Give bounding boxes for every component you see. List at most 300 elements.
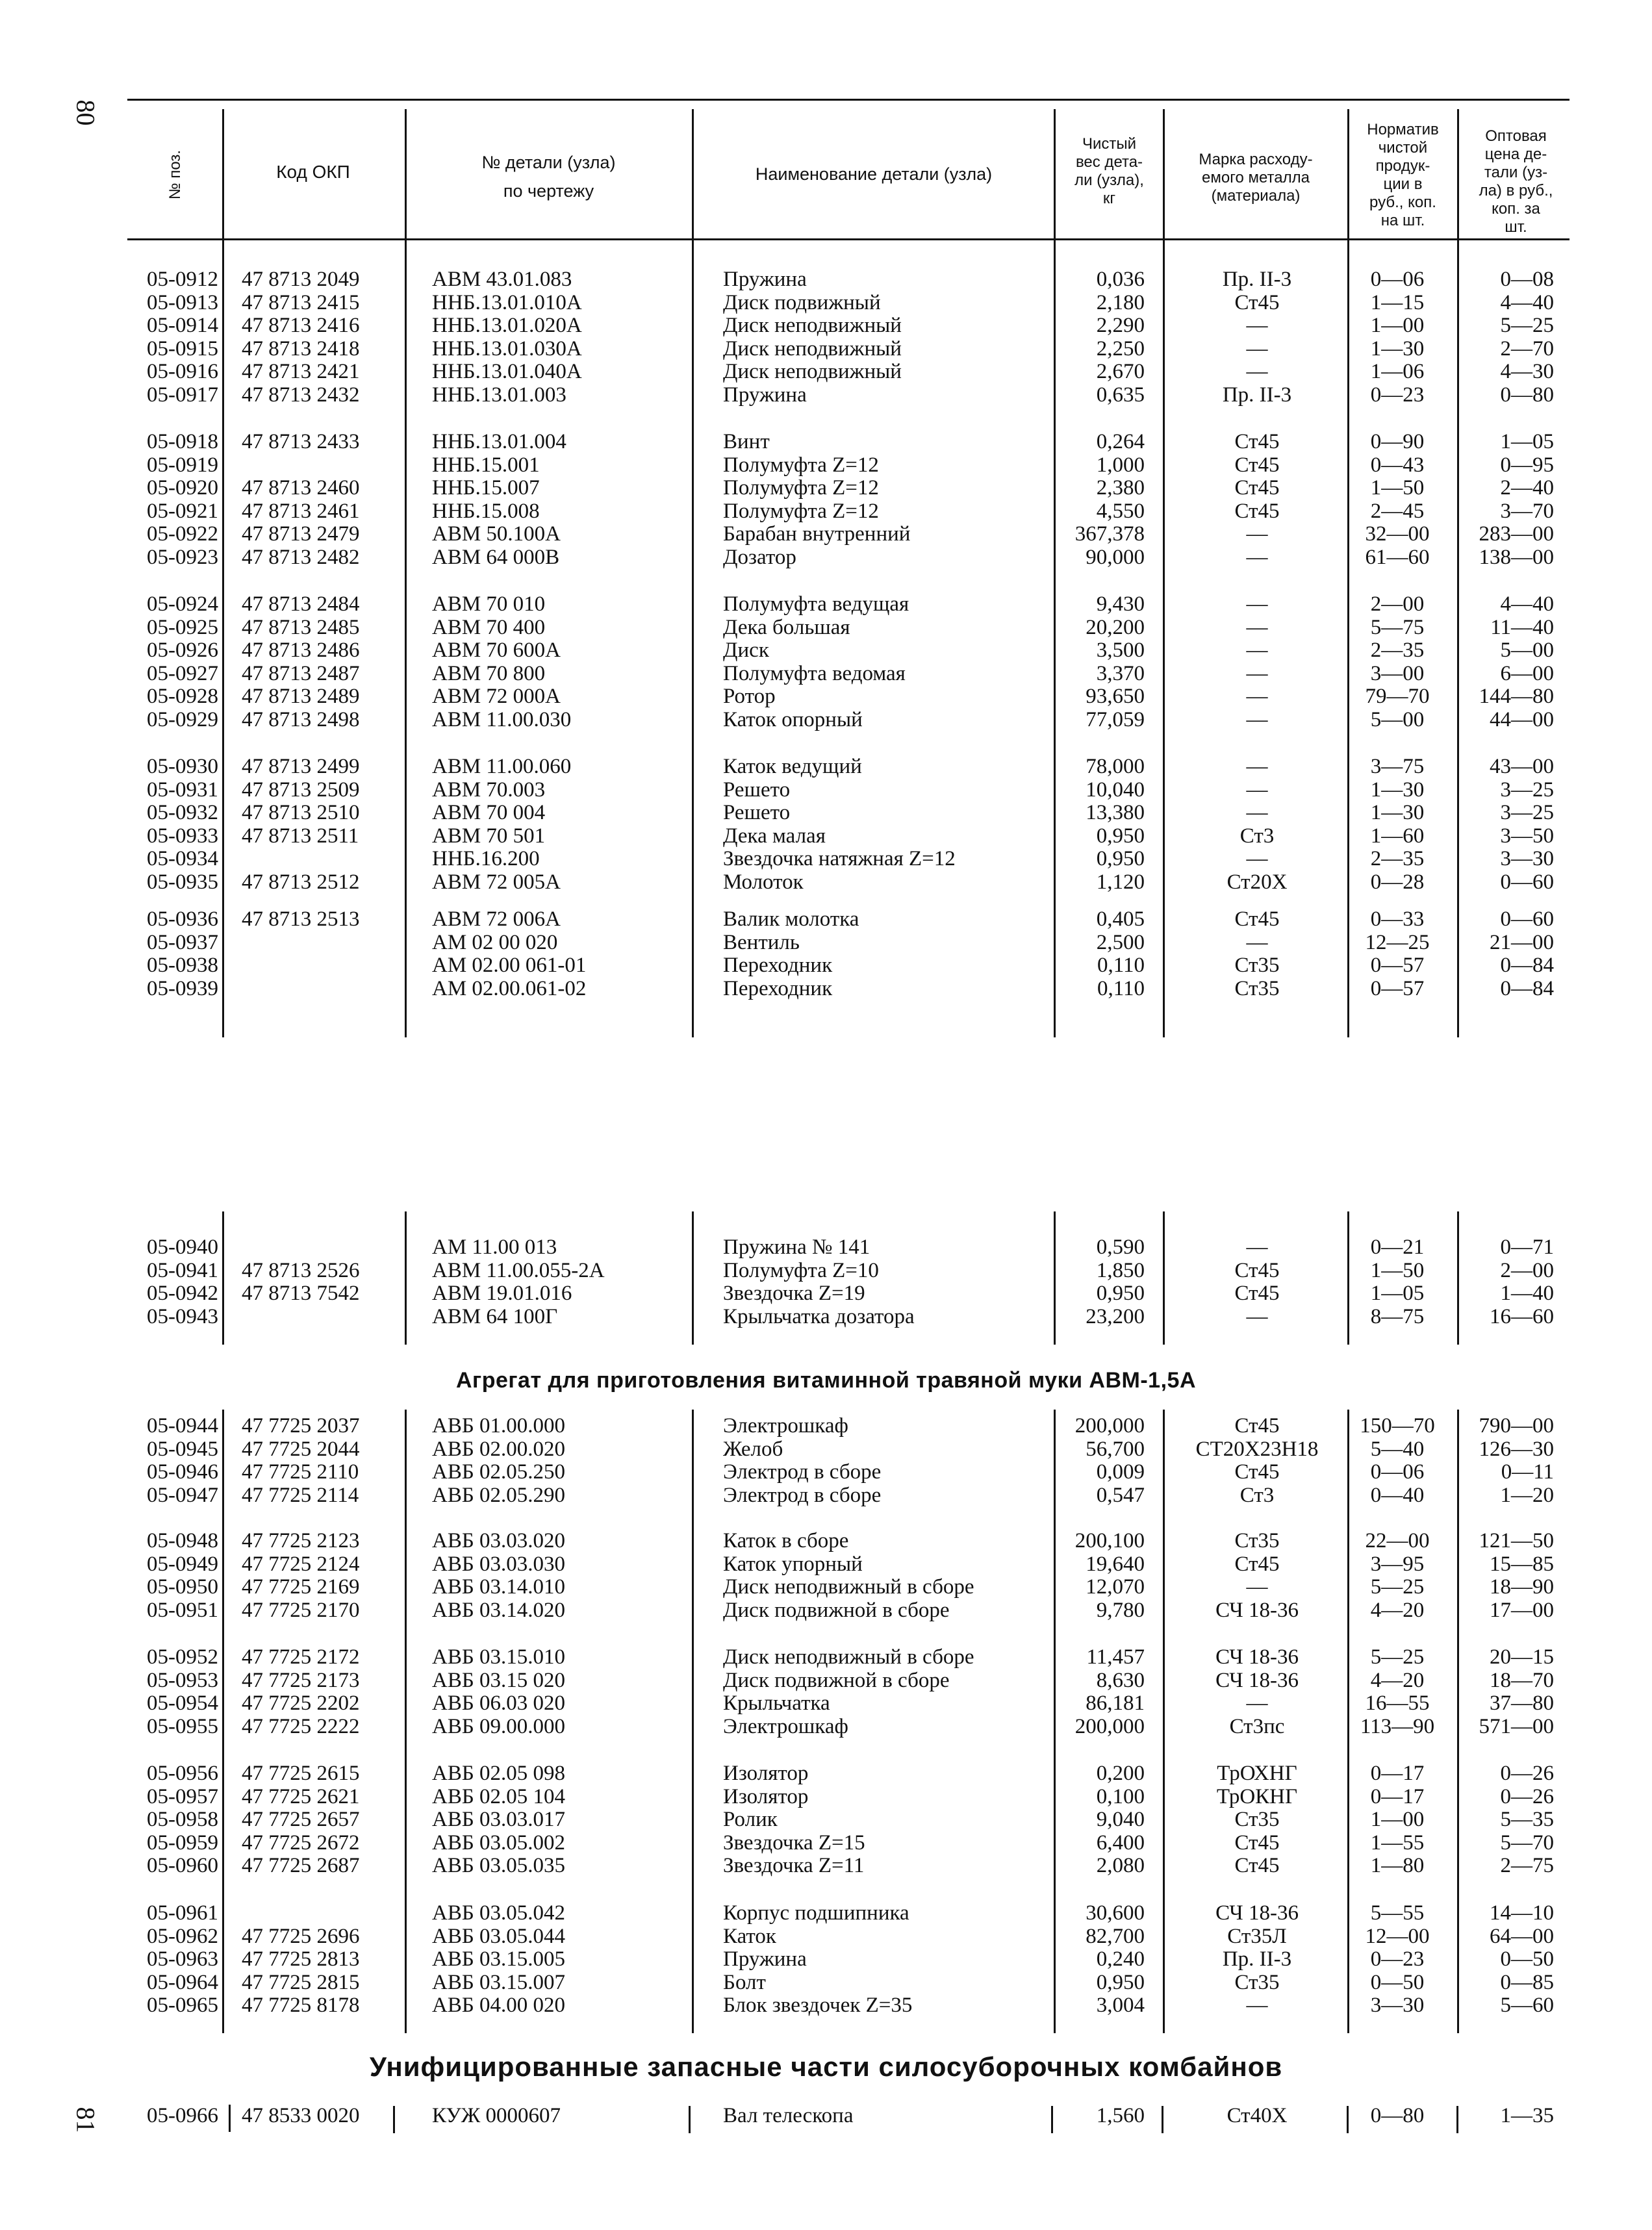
row-price: 4—40: [1500, 290, 1554, 314]
row-weight: 11,457: [1086, 1645, 1145, 1669]
row-material: ТрОКНГ: [1216, 1784, 1298, 1808]
row-part-name: Винт: [723, 430, 770, 453]
table-row: [0, 616, 1652, 640]
table-row: [0, 2105, 1652, 2128]
row-position: 05-0964: [147, 1970, 218, 1994]
row-position: 05-0966: [147, 2104, 218, 2127]
header-top-rule: [127, 99, 1569, 101]
row-price: 1—05: [1500, 430, 1554, 453]
row-weight: 0,200: [1096, 1762, 1145, 1785]
row-drawing-number: АМ 02.00 061-01: [432, 954, 587, 977]
table-row: [0, 1530, 1652, 1553]
row-price: 126—30: [1479, 1437, 1554, 1461]
row-material: Ст45: [1234, 1460, 1280, 1484]
row-position: 05-0952: [147, 1645, 218, 1669]
table-row: [0, 1461, 1652, 1484]
row-drawing-number: АВБ 03.05.044: [432, 1924, 566, 1948]
row-drawing-number: ННБ.15.007: [432, 476, 540, 500]
row-material: —: [1246, 778, 1268, 802]
row-position: 05-0918: [147, 430, 218, 453]
row-drawing-number: АВБ 02.05.290: [432, 1483, 566, 1507]
row-drawing-number: АВМ 11.00.055-2А: [432, 1258, 605, 1282]
row-part-name: Пружина: [723, 383, 807, 407]
row-position: 05-0926: [147, 639, 218, 662]
row-weight: 2,180: [1096, 290, 1145, 314]
row-part-name: Блок звездочек Z=35: [723, 1994, 913, 2017]
row-okp-code: 47 8713 2421: [242, 360, 360, 383]
row-okp-code: 47 7725 2114: [242, 1483, 359, 1507]
row-okp-code: 47 7725 2123: [242, 1529, 360, 1552]
row-okp-code: 47 7725 2696: [242, 1924, 360, 1948]
row-weight: 9,780: [1096, 1598, 1145, 1622]
row-okp-code: 47 8713 2512: [242, 870, 360, 894]
row-material: Ст45: [1234, 907, 1280, 931]
table-row: [0, 848, 1652, 871]
row-part-name: Решето: [723, 778, 791, 802]
row-material: Ст45: [1234, 430, 1280, 453]
row-material: —: [1246, 336, 1268, 361]
row-norm: 4—20: [1370, 1598, 1425, 1622]
row-position: 05-0943: [147, 1304, 218, 1328]
row-drawing-number: АВБ 03.14.010: [432, 1575, 566, 1599]
table-row: [0, 338, 1652, 361]
row-norm: 0—17: [1370, 1762, 1425, 1785]
row-part-name: Дека малая: [723, 824, 826, 848]
row-drawing-number: АВБ 03.03.020: [432, 1529, 566, 1552]
row-position: 05-0928: [147, 685, 218, 708]
row-norm: 0—50: [1370, 1970, 1425, 1994]
row-weight: 0,240: [1096, 1947, 1145, 1971]
row-okp-code: 47 8713 2485: [242, 615, 360, 639]
row-position: 05-0959: [147, 1831, 218, 1855]
row-norm: 3—75: [1370, 755, 1425, 778]
row-price: 44—00: [1490, 707, 1554, 731]
row-weight: 3,004: [1096, 1994, 1145, 2017]
row-material: —: [1246, 592, 1268, 616]
header-sep-1: [222, 109, 224, 239]
table-row: [0, 1669, 1652, 1693]
row-okp-code: 47 8713 2433: [242, 430, 360, 453]
row-price: 5—35: [1500, 1808, 1554, 1831]
row-position: 05-0920: [147, 476, 218, 500]
row-material: Ст45: [1234, 476, 1280, 500]
row-position: 05-0924: [147, 592, 218, 616]
row-material: —: [1246, 930, 1268, 954]
row-norm: 1—30: [1370, 778, 1425, 802]
header-norm: Норматив чистой продук- ции в руб., коп. на шт.: [1367, 121, 1439, 229]
row-part-name: Полумуфта Z=12: [723, 476, 879, 500]
row-norm: 12—25: [1365, 930, 1430, 954]
row-weight: 1,560: [1096, 2104, 1145, 2127]
row-price: 37—80: [1490, 1692, 1554, 1715]
row-okp-code: 47 8713 2415: [242, 290, 360, 314]
row-price: 5—25: [1500, 314, 1554, 337]
row-price: 0—60: [1500, 907, 1554, 931]
row-okp-code: 47 8713 2513: [242, 907, 360, 931]
row-okp-code: 47 7725 8178: [242, 1994, 360, 2017]
row-norm: 0—80: [1370, 2104, 1425, 2127]
row-price: 3—25: [1500, 778, 1554, 802]
row-price: 5—00: [1500, 639, 1554, 662]
row-part-name: Валик молотка: [723, 907, 859, 931]
row-position: 05-0932: [147, 801, 218, 824]
row-position: 05-0963: [147, 1947, 218, 1971]
row-price: 64—00: [1490, 1924, 1554, 1948]
row-weight: 200,000: [1074, 1714, 1145, 1738]
row-weight: 30,600: [1086, 1901, 1145, 1925]
row-drawing-number: АВМ 70 600А: [432, 639, 561, 662]
row-drawing-number: АВБ 03.03.017: [432, 1808, 566, 1831]
row-weight: 12,070: [1086, 1575, 1145, 1599]
table-row: [0, 1599, 1652, 1623]
row-okp-code: 47 7725 2672: [242, 1831, 360, 1855]
row-material: Ст45: [1234, 453, 1280, 477]
row-part-name: Вал телескопа: [723, 2104, 854, 2127]
row-material: —: [1246, 801, 1268, 824]
row-weight: 56,700: [1086, 1437, 1145, 1461]
row-part-name: Звездочка натяжная Z=12: [723, 847, 956, 870]
row-part-name: Электрошкаф: [723, 1414, 848, 1438]
row-position: 05-0946: [147, 1460, 218, 1484]
row-position: 05-0933: [147, 824, 218, 848]
header-bottom-rule: [127, 238, 1569, 240]
row-position: 05-0915: [147, 336, 218, 361]
row-part-name: Полумуфта Z=12: [723, 499, 879, 523]
row-weight: 0,635: [1096, 383, 1145, 407]
row-okp-code: 47 8713 2511: [242, 824, 359, 848]
row-position: 05-0919: [147, 453, 218, 477]
row-okp-code: 47 8713 2049: [242, 268, 360, 291]
row-position: 05-0927: [147, 661, 218, 685]
row-drawing-number: АВМ 72 000А: [432, 685, 561, 708]
row-drawing-number: АВБ 03.14.020: [432, 1598, 566, 1622]
section-title-avm: Агрегат для приготовления витаминной травяной муки АВМ-1,5А: [456, 1368, 1196, 1393]
row-part-name: Крыльчатка дозатора: [723, 1304, 915, 1328]
header-weight: Чистый вес дета- ли (узла), кг: [1074, 135, 1144, 207]
row-position: 05-0944: [147, 1414, 218, 1438]
header-sep-3: [692, 109, 694, 239]
row-drawing-number: АВМ 64 100Г: [432, 1304, 558, 1328]
row-okp-code: 47 7725 2615: [242, 1762, 360, 1785]
row-price: 4—30: [1500, 360, 1554, 383]
row-position: 05-0949: [147, 1552, 218, 1576]
table-row: [0, 1484, 1652, 1508]
row-part-name: Переходник: [723, 954, 833, 977]
table-row: [0, 1282, 1652, 1306]
row-part-name: Молоток: [723, 870, 804, 894]
row-material: —: [1246, 1304, 1268, 1328]
row-okp-code: 47 8533 0020: [242, 2104, 360, 2127]
row-weight: 6,400: [1096, 1831, 1145, 1855]
row-drawing-number: АВБ 02.05.250: [432, 1460, 566, 1484]
row-weight: 2,670: [1096, 360, 1145, 383]
row-weight: 200,100: [1074, 1529, 1145, 1552]
row-norm: 5—55: [1370, 1901, 1425, 1925]
table-row: [0, 1553, 1652, 1577]
row-part-name: Диск неподвижный: [723, 314, 902, 337]
row-part-name: Каток опорный: [723, 707, 863, 731]
row-okp-code: 47 8713 2484: [242, 592, 360, 616]
row-position: 05-0934: [147, 847, 218, 870]
row-material: СЧ 18-36: [1215, 1598, 1299, 1622]
row-okp-code: 47 8713 2487: [242, 661, 360, 685]
row-price: 121—50: [1479, 1529, 1554, 1552]
row-norm: 32—00: [1365, 522, 1430, 546]
row-price: 0—50: [1500, 1947, 1554, 1971]
row-weight: 0,100: [1096, 1784, 1145, 1808]
row-part-name: Диск неподвижный в сборе: [723, 1575, 974, 1599]
row-drawing-number: АВБ 09.00.000: [432, 1714, 566, 1738]
row-drawing-number: АВБ 03.15.007: [432, 1970, 566, 1994]
row-position: 05-0958: [147, 1808, 218, 1831]
row-price: 0—84: [1500, 954, 1554, 977]
row-material: —: [1246, 314, 1268, 337]
row-price: 0—26: [1500, 1784, 1554, 1808]
row-weight: 23,200: [1086, 1304, 1145, 1328]
row-norm: 1—30: [1370, 336, 1425, 361]
row-material: —: [1246, 522, 1268, 546]
table-row: [0, 314, 1652, 338]
row-part-name: Решето: [723, 801, 791, 824]
header-okp: Код ОКП: [276, 162, 350, 182]
header-material: Марка расходу- емого металла (материала): [1199, 151, 1313, 205]
row-price: 2—40: [1500, 476, 1554, 500]
row-part-name: Диск подвижной в сборе: [723, 1668, 950, 1692]
table-row: [0, 931, 1652, 955]
row-position: 05-0922: [147, 522, 218, 546]
page-number-top: 80: [71, 99, 101, 126]
row-norm: 0—90: [1370, 430, 1425, 453]
row-material: Ст3: [1239, 1483, 1275, 1507]
row-position: 05-0950: [147, 1575, 218, 1599]
row-norm: 4—20: [1370, 1668, 1425, 1692]
row-material: Ст35: [1234, 1529, 1280, 1552]
row-okp-code: 47 8713 2460: [242, 476, 360, 500]
row-part-name: Звездочка Z=19: [723, 1282, 865, 1305]
row-material: —: [1246, 755, 1268, 778]
row-drawing-number: АВБ 06.03 020: [432, 1692, 566, 1715]
table-row: [0, 1716, 1652, 1739]
row-weight: 86,181: [1086, 1692, 1145, 1715]
row-position: 05-0913: [147, 290, 218, 314]
row-position: 05-0954: [147, 1692, 218, 1715]
row-norm: 1—05: [1370, 1282, 1425, 1305]
row-part-name: Полумуфта ведомая: [723, 661, 906, 685]
row-weight: 3,500: [1096, 639, 1145, 662]
row-okp-code: 47 7725 2202: [242, 1692, 360, 1715]
row-weight: 2,500: [1096, 930, 1145, 954]
row-material: Ст35: [1234, 954, 1280, 977]
row-norm: 0—33: [1370, 907, 1425, 931]
row-norm: 8—75: [1370, 1304, 1425, 1328]
row-drawing-number: ННБ.13.01.004: [432, 430, 566, 453]
row-weight: 0,950: [1096, 847, 1145, 870]
row-position: 05-0942: [147, 1282, 218, 1305]
row-part-name: Электрод в сборе: [723, 1460, 882, 1484]
row-weight: 1,120: [1096, 870, 1145, 894]
row-material: Ст35: [1234, 1970, 1280, 1994]
row-weight: 0,264: [1096, 430, 1145, 453]
row-okp-code: 47 8713 2510: [242, 801, 360, 824]
row-material: —: [1246, 545, 1268, 569]
header-price: Оптовая цена де- тали (уз- ла) в руб., коп. за шт.: [1479, 127, 1553, 236]
row-norm: 0—17: [1370, 1784, 1425, 1808]
row-part-name: Корпус подшипника: [723, 1901, 909, 1925]
table-row: [0, 1762, 1652, 1786]
row-price: 17—00: [1490, 1598, 1554, 1622]
row-material: —: [1246, 360, 1268, 383]
row-norm: 2—35: [1370, 639, 1425, 662]
row-price: 3—50: [1500, 824, 1554, 848]
row-part-name: Ротор: [723, 685, 776, 708]
row-part-name: Полумуфта Z=12: [723, 453, 879, 477]
table-row: [0, 1925, 1652, 1949]
row-part-name: Каток упорный: [723, 1552, 863, 1576]
row-weight: 2,080: [1096, 1854, 1145, 1877]
row-price: 16—60: [1490, 1304, 1554, 1328]
row-material: Ст45: [1234, 499, 1280, 523]
row-material: —: [1246, 707, 1268, 731]
row-weight: 0,950: [1096, 1282, 1145, 1305]
table-row: [0, 663, 1652, 686]
row-position: 05-0957: [147, 1784, 218, 1808]
row-okp-code: 47 7725 2621: [242, 1784, 360, 1808]
row-position: 05-0914: [147, 314, 218, 337]
header-drawing: № детали (узла) по чертежу: [481, 153, 616, 201]
row-price: 11—40: [1490, 615, 1554, 639]
row-part-name: Диск неподвижный в сборе: [723, 1645, 974, 1669]
row-weight: 20,200: [1086, 615, 1145, 639]
row-position: 05-0925: [147, 615, 218, 639]
row-part-name: Диск неподвижный: [723, 360, 902, 383]
row-position: 05-0961: [147, 1901, 218, 1925]
row-weight: 13,380: [1086, 801, 1145, 824]
row-part-name: Каток: [723, 1924, 776, 1948]
row-norm: 5—25: [1370, 1575, 1425, 1599]
row-okp-code: 47 7725 2657: [242, 1808, 360, 1831]
row-price: 2—70: [1500, 336, 1554, 361]
table-row: [0, 755, 1652, 779]
row-weight: 0,110: [1097, 976, 1145, 1000]
row-part-name: Каток в сборе: [723, 1529, 849, 1552]
row-drawing-number: АВБ 04.00 020: [432, 1994, 566, 2017]
row-norm: 5—25: [1370, 1645, 1425, 1669]
row-price: 18—70: [1490, 1668, 1554, 1692]
row-okp-code: 47 7725 2044: [242, 1437, 360, 1461]
row-material: Пр. II-3: [1222, 383, 1292, 407]
table-row: [0, 292, 1652, 315]
row-weight: 78,000: [1086, 755, 1145, 778]
row-price: 5—70: [1500, 1831, 1554, 1855]
row-norm: 1—15: [1370, 290, 1425, 314]
row-okp-code: 47 8713 2461: [242, 499, 360, 523]
row-drawing-number: АМ 02.00.061-02: [432, 976, 587, 1000]
table-row: [0, 1971, 1652, 1995]
row-norm: 1—00: [1370, 314, 1425, 337]
row-drawing-number: АВМ 72 006А: [432, 907, 561, 931]
row-drawing-number: АВБ 02.05 098: [432, 1762, 566, 1785]
row-material: СЧ 18-36: [1215, 1901, 1299, 1925]
row-drawing-number: АМ 02 00 020: [432, 930, 558, 954]
row-weight: 2,380: [1096, 476, 1145, 500]
row-okp-code: 47 7725 2222: [242, 1714, 360, 1738]
table-row: [0, 1692, 1652, 1716]
row-price: 0—08: [1500, 268, 1554, 291]
row-okp-code: 47 7725 2124: [242, 1552, 360, 1576]
table-row: [0, 384, 1652, 407]
row-weight: 0,036: [1096, 268, 1145, 291]
row-weight: 200,000: [1074, 1414, 1145, 1438]
row-okp-code: 47 7725 2169: [242, 1575, 360, 1599]
table-row: [0, 546, 1652, 570]
row-part-name: Изолятор: [723, 1762, 809, 1785]
row-position: 05-0956: [147, 1762, 218, 1785]
row-weight: 0,110: [1097, 954, 1145, 977]
row-okp-code: 47 7725 2110: [242, 1460, 359, 1484]
row-position: 05-0921: [147, 499, 218, 523]
table-row: [0, 500, 1652, 524]
row-price: 0—80: [1500, 383, 1554, 407]
row-price: 18—90: [1490, 1575, 1554, 1599]
row-position: 05-0923: [147, 545, 218, 569]
row-part-name: Электрод в сборе: [723, 1483, 882, 1507]
table-row: [0, 978, 1652, 1001]
row-okp-code: 47 8713 7542: [242, 1282, 360, 1305]
row-weight: 9,430: [1096, 592, 1145, 616]
row-norm: 1—80: [1370, 1854, 1425, 1877]
row-price: 283—00: [1479, 522, 1554, 546]
table-row: [0, 593, 1652, 616]
table-row: [0, 954, 1652, 978]
row-weight: 90,000: [1086, 545, 1145, 569]
row-drawing-number: АВБ 03.05.042: [432, 1901, 566, 1925]
row-position: 05-0948: [147, 1529, 218, 1552]
row-weight: 82,700: [1086, 1924, 1145, 1948]
table-row: [0, 825, 1652, 848]
row-position: 05-0937: [147, 930, 218, 954]
row-position: 05-0917: [147, 383, 218, 407]
row-okp-code: 47 7725 2170: [242, 1598, 360, 1622]
row-weight: 0,547: [1096, 1483, 1145, 1507]
row-price: 2—00: [1500, 1258, 1554, 1282]
row-drawing-number: ННБ.13.01.010А: [432, 290, 582, 314]
row-price: 1—40: [1500, 1282, 1554, 1305]
row-norm: 12—00: [1365, 1924, 1430, 1948]
table-row: [0, 431, 1652, 454]
row-okp-code: 47 8713 2486: [242, 639, 360, 662]
row-norm: 1—50: [1370, 1258, 1425, 1282]
row-norm: 1—60: [1370, 824, 1425, 848]
row-price: 1—35: [1500, 2104, 1554, 2127]
row-drawing-number: ННБ.13.01.040А: [432, 360, 582, 383]
row-weight: 3,370: [1096, 661, 1145, 685]
row-price: 15—85: [1490, 1552, 1554, 1576]
row-norm: 0—23: [1370, 383, 1425, 407]
row-price: 144—80: [1479, 685, 1554, 708]
row-part-name: Изолятор: [723, 1784, 809, 1808]
row-norm: 5—40: [1370, 1437, 1425, 1461]
row-material: Ст45: [1234, 1414, 1280, 1438]
row-norm: 61—60: [1365, 545, 1430, 569]
row-position: 05-0929: [147, 707, 218, 731]
row-price: 2—75: [1500, 1854, 1554, 1877]
table-row: [0, 871, 1652, 894]
row-position: 05-0955: [147, 1714, 218, 1738]
row-drawing-number: АВМ 70 400: [432, 615, 546, 639]
header-sep-2: [405, 109, 407, 239]
row-position: 05-0935: [147, 870, 218, 894]
row-okp-code: 47 8713 2499: [242, 755, 360, 778]
